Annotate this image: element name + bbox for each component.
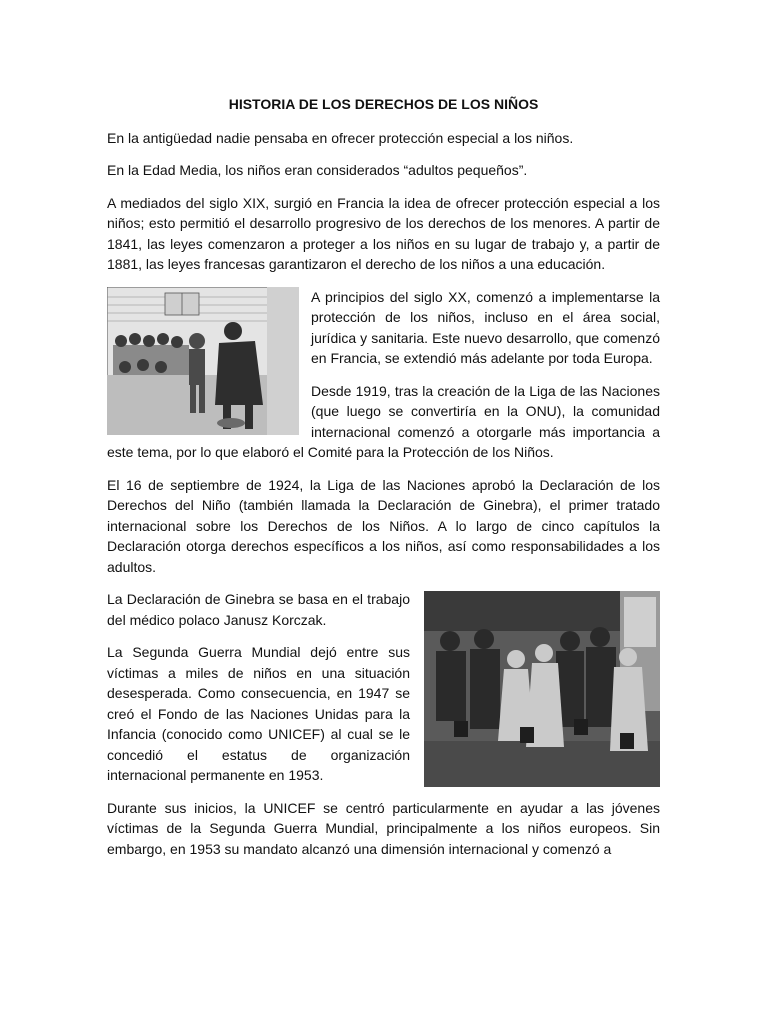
document-content [107,94,660,871]
paragraph-7: La Declaración de Ginebra se basa en el trabajo del médico polaco Janusz Korczak. [107,591,410,628]
document-title: HISTORIA DE LOS DERECHOS DE LOS NIÑOS [228,96,539,112]
paragraph-2: En la Edad Media, los niños eran considerados “adultos pequeños”. [107,162,528,178]
paragraph-5: Desde 1919, tras la creación de la Liga de las Naciones (que luego se convertiría en la ONU), la comunidad internacional comenzó a otorgarle más importancia a este tema, por lo que elaboró el Comité para la Protección de los Niños. [107,382,660,460]
paragraph-6: El 16 de septiembre de 1924, la Liga de las Naciones aprobó la Declaración de los Derechos del Niño (también llamada la Declaración de Ginebra), el primer tratado internacional sobre los Derechos de los Niños. A lo largo de cinco capítulos la Declaración otorga derechos específicos a los niños, así como responsabilidades a los adultos. [107,476,660,575]
paragraph-4: A principios del siglo XX, comenzó a implementarse la protección de los niños, incluso en el área social, jurídica y sanitaria. Este nuevo desarrollo, que comenzó en Francia, se extendió más adelante por toda Europa. [311,288,660,366]
paragraph-1: En la antigüedad nadie pensaba en ofrecer protección especial a los niños. [107,129,574,146]
paragraph-3: A mediados del siglo XIX, surgió en Francia la idea de ofrecer protección especial a los niños; esto permitió el desarrollo progresivo de los derechos de los menores. A partir de 1841, las leyes comenzaron a proteger a los niños en su lugar de trabajo y, a partir de 1881, las leyes francesas garantizaron el derecho de los niños a una educación. [107,194,660,272]
children-workers-photo [424,591,660,787]
paragraph-9: Durante sus inicios, la UNICEF se centró particularmente en ayudar a las jóvenes víctimas de la Segunda Guerra Mundial, principalmente a los niños europeos. Sin embargo, en 1953 su mandato alcanzó una dimensión internacional y comenzó a [107,799,660,857]
engraving-illustration [107,287,299,435]
paragraph-8: La Segunda Guerra Mundial dejó entre sus víctimas a miles de niños en una situación desesperada. Como consecuencia, en 1947 se creó el Fondo de las Naciones Unidas para la Infancia (conocido como UNICEF) al cual se le concedió el estatus de organización internacional permanente en 1953. [107,644,410,783]
